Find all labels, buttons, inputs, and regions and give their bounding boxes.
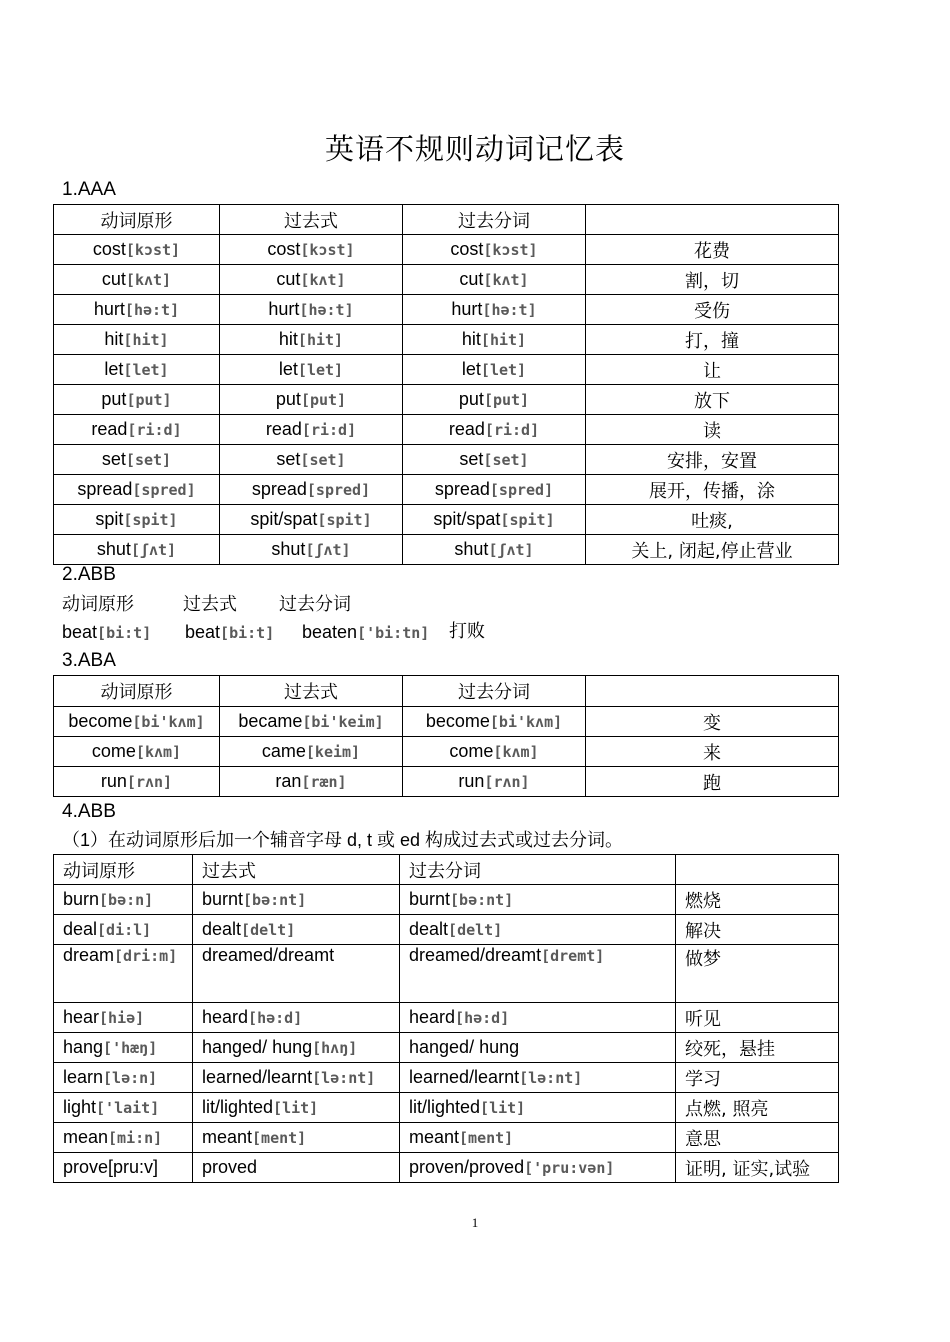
table-row — [54, 235, 839, 265]
page-number: 1 — [471, 1215, 479, 1230]
phonetic: [hit] — [123, 331, 169, 349]
phonetic: [bə:n] — [99, 891, 154, 909]
table-row — [54, 445, 839, 475]
past-participle-cell — [400, 915, 676, 945]
phonetic: [keim] — [305, 743, 361, 761]
verb-word: set — [459, 449, 484, 469]
phonetic: [hə:d] — [248, 1009, 303, 1027]
past-participle-cell — [403, 415, 586, 445]
past-tense-cell — [193, 1063, 400, 1093]
phonetic: [ment] — [252, 1129, 307, 1147]
phonetic: [kʌt] — [483, 271, 529, 289]
phonetic: ['pru:vən] — [524, 1159, 615, 1177]
phonetic: [lə:nt] — [312, 1069, 376, 1087]
verb-word: heard — [202, 1007, 249, 1027]
phonetic: ['hæŋ] — [103, 1039, 158, 1057]
meaning-cell: 证明, 证实,试验 — [676, 1153, 839, 1183]
base-form-cell — [54, 1153, 193, 1183]
past-tense-cell — [220, 235, 403, 265]
verb-word: cost — [267, 239, 301, 259]
column-header: 过去分词 — [403, 205, 586, 235]
table-header-row — [54, 855, 839, 885]
past-participle-cell — [400, 885, 676, 915]
phonetic: [bi'keim] — [302, 713, 384, 731]
table-header-row — [54, 205, 839, 235]
meaning-cell: 吐痰, — [586, 505, 839, 535]
verb-word: read — [265, 419, 302, 439]
meaning-cell: 割，切 — [586, 265, 839, 295]
verb-word: hurt — [93, 299, 125, 319]
past-participle-cell — [400, 1153, 676, 1183]
verb-word: run — [458, 771, 485, 791]
past-tense-cell — [220, 385, 403, 415]
aaa-verb-table — [53, 204, 839, 565]
base-form-cell — [54, 915, 193, 945]
phonetic: [lit] — [273, 1099, 319, 1117]
column-header: 动词原形 — [54, 855, 193, 885]
base-form-cell — [54, 535, 220, 565]
meaning-cell: 绞死，悬挂 — [676, 1033, 839, 1063]
column-header: 过去式 — [220, 205, 403, 235]
meaning-cell: 做梦 — [676, 945, 839, 1003]
phonetic: [kɔst] — [483, 241, 538, 259]
phonetic: [kʌt] — [300, 271, 346, 289]
meaning-cell: 安排，安置 — [586, 445, 839, 475]
abb1-example-past: beat[bi:t] — [185, 622, 275, 642]
phonetic: [bə:nt] — [243, 891, 307, 909]
past-tense-cell — [220, 535, 403, 565]
past-tense-cell — [220, 325, 403, 355]
meaning-cell: 学习 — [676, 1063, 839, 1093]
base-form-cell — [54, 1093, 193, 1123]
phonetic: [delt] — [241, 921, 296, 939]
verb-word: spit — [95, 509, 124, 529]
past-tense-cell — [220, 445, 403, 475]
phonetic: [dremt] — [541, 947, 605, 965]
meaning-cell: 解决 — [676, 915, 839, 945]
past-tense-cell — [220, 737, 403, 767]
abb1-example-participle: beaten['bi:tn] — [302, 622, 430, 642]
phonetic: ['lait] — [96, 1099, 160, 1117]
past-tense-cell — [193, 1153, 400, 1183]
verb-word: burnt — [202, 889, 244, 909]
phonetic: [set] — [300, 451, 346, 469]
column-header — [586, 676, 839, 707]
verb-word: set — [276, 449, 301, 469]
phonetic: [hit] — [480, 331, 527, 349]
base-form-cell — [54, 767, 220, 797]
verb-word: light — [63, 1097, 97, 1117]
phonetic: [kɔst] — [300, 241, 355, 259]
page-title: 英语不规则动词记忆表 — [324, 132, 625, 166]
verb-word: spit/spat — [250, 509, 318, 529]
meaning-cell: 放下 — [586, 385, 839, 415]
table-row — [54, 885, 839, 915]
base-form-cell — [54, 505, 220, 535]
table-row — [54, 295, 839, 325]
verb-word: set — [101, 449, 126, 469]
phonetic: [hit] — [297, 331, 344, 349]
past-tense-cell — [220, 475, 403, 505]
phonetic: [hə:t] — [482, 301, 537, 319]
past-tense-cell — [220, 707, 403, 737]
verb-word: come — [449, 741, 494, 761]
verb-word: shut — [271, 539, 306, 559]
verb-word: become — [425, 711, 490, 731]
table-row — [54, 1093, 839, 1123]
verb-word: dreamed/dreamt — [202, 945, 335, 965]
past-tense-cell — [193, 945, 400, 1003]
past-participle-cell — [400, 1063, 676, 1093]
phonetic: [mi:n] — [108, 1129, 163, 1147]
table-row — [54, 385, 839, 415]
phonetic: [ʃʌt] — [488, 541, 534, 559]
past-participle-cell — [400, 1033, 676, 1063]
verb-word: came — [261, 741, 306, 761]
verb-word: cut — [101, 269, 126, 289]
table-row — [54, 325, 839, 355]
abb1-header-past: 过去式 — [183, 594, 237, 614]
base-form-cell — [54, 355, 220, 385]
past-participle-cell — [403, 325, 586, 355]
past-tense-cell — [193, 1033, 400, 1063]
verb-word: dealt — [202, 919, 242, 939]
phonetic: [ʃʌt] — [130, 541, 177, 559]
verb-word: dreamed/dreamt — [409, 945, 542, 965]
phonetic: [bə:nt] — [450, 891, 514, 909]
past-participle-cell — [403, 235, 586, 265]
verb-word: come — [91, 741, 136, 761]
table-row — [54, 1033, 839, 1063]
past-participle-cell — [403, 475, 586, 505]
phonetic: [rʌn] — [484, 773, 530, 791]
verb-word: lit/lighted — [409, 1097, 481, 1117]
meaning-cell: 关上, 闭起,停止营业 — [586, 535, 839, 565]
phonetic: [kɔst] — [125, 241, 181, 259]
column-header: 过去分词 — [403, 676, 586, 707]
phonetic: [di:l] — [97, 921, 152, 939]
past-participle-cell — [400, 945, 676, 1003]
verb-word: read — [448, 419, 485, 439]
meaning-cell: 跑 — [586, 767, 839, 797]
phonetic: [ment] — [459, 1129, 514, 1147]
table-row — [54, 915, 839, 945]
verb-word: proven/proved — [409, 1157, 525, 1177]
base-form-cell — [54, 295, 220, 325]
past-tense-cell — [193, 1093, 400, 1123]
table-row — [54, 535, 839, 565]
verb-word: hit — [104, 329, 124, 349]
meaning-cell: 让 — [586, 355, 839, 385]
phonetic: [put] — [483, 391, 530, 409]
column-header: 过去分词 — [400, 855, 676, 885]
past-tense-cell — [220, 355, 403, 385]
base-form-cell — [54, 235, 220, 265]
phonetic: [lə:n] — [103, 1069, 158, 1087]
phonetic: [spit] — [123, 511, 178, 529]
verb-word: deal — [63, 919, 98, 939]
phonetic: [spred] — [489, 481, 554, 499]
table-row — [54, 355, 839, 385]
past-participle-cell — [403, 505, 586, 535]
meaning-cell: 意思 — [676, 1123, 839, 1153]
verb-word: burn — [63, 889, 100, 909]
verb-word: hear — [63, 1007, 100, 1027]
table-row — [54, 1063, 839, 1093]
verb-word: put — [458, 389, 484, 409]
verb-word: meant — [202, 1127, 253, 1147]
past-participle-cell — [403, 355, 586, 385]
base-form-cell — [54, 445, 220, 475]
phonetic: [hə:t] — [299, 301, 354, 319]
verb-word: mean — [63, 1127, 109, 1147]
past-participle-cell — [403, 295, 586, 325]
verb-word: heard — [409, 1007, 456, 1027]
phonetic: [set] — [483, 451, 529, 469]
base-form-cell — [54, 1123, 193, 1153]
meaning-cell: 点燃, 照亮 — [676, 1093, 839, 1123]
verb-word: became — [238, 711, 303, 731]
past-participle-cell — [400, 1003, 676, 1033]
verb-word: let — [104, 359, 124, 379]
verb-word: cut — [459, 269, 484, 289]
base-form-cell — [54, 325, 220, 355]
phonetic: [hə:t] — [124, 301, 180, 319]
past-tense-cell — [193, 885, 400, 915]
section-abb2-label: 4.ABB — [62, 801, 116, 822]
table-row — [54, 945, 839, 1003]
base-form-cell — [54, 737, 220, 767]
base-form-cell — [54, 885, 193, 915]
abb-suffix-verb-table — [53, 854, 839, 1183]
verb-word: spit/spat — [433, 509, 501, 529]
phonetic: [ʃʌt] — [305, 541, 351, 559]
phonetic: [kʌm] — [135, 743, 182, 761]
phonetic: [let] — [123, 361, 169, 379]
past-participle-cell — [403, 445, 586, 475]
table-row — [54, 505, 839, 535]
phonetic: [lit] — [480, 1099, 526, 1117]
base-form-cell — [54, 475, 220, 505]
verb-word: hurt — [268, 299, 300, 319]
base-form-cell — [54, 385, 220, 415]
base-form-cell — [54, 1063, 193, 1093]
column-header: 过去式 — [193, 855, 400, 885]
verb-word: become — [68, 711, 133, 731]
table-row — [54, 707, 839, 737]
phonetic: [bi'kʌm] — [489, 713, 563, 731]
verb-word: prove[pru:v] — [63, 1157, 159, 1177]
verb-word: spread — [251, 479, 307, 499]
phonetic: [ræn] — [301, 773, 347, 791]
meaning-cell: 燃烧 — [676, 885, 839, 915]
verb-word: meant — [409, 1127, 460, 1147]
phonetic: [set] — [125, 451, 172, 469]
column-header — [676, 855, 839, 885]
past-participle-cell — [403, 737, 586, 767]
meaning-cell: 听见 — [676, 1003, 839, 1033]
verb-word: hit — [461, 329, 481, 349]
phonetic: [lə:nt] — [519, 1069, 583, 1087]
meaning-cell: 变 — [586, 707, 839, 737]
column-header: 动词原形 — [54, 205, 220, 235]
verb-word: hanged/ hung — [409, 1037, 520, 1057]
base-form-cell — [54, 707, 220, 737]
verb-word: hang — [63, 1037, 104, 1057]
past-participle-cell — [403, 535, 586, 565]
verb-word: spread — [434, 479, 490, 499]
phonetic: [ri:d] — [301, 421, 357, 439]
meaning-cell: 来 — [586, 737, 839, 767]
past-tense-cell — [220, 415, 403, 445]
abb2-rule-note: （1）在动词原形后加一个辅音字母 d, t 或 ed 构成过去式或过去分词。 — [62, 830, 624, 850]
section-abb1-label: 2.ABB — [62, 564, 116, 585]
base-form-cell — [54, 265, 220, 295]
phonetic: [spit] — [317, 511, 372, 529]
phonetic: [put] — [300, 391, 347, 409]
table-row — [54, 1003, 839, 1033]
abb1-example-meaning: 打败 — [449, 621, 485, 642]
base-form-cell — [54, 1003, 193, 1033]
verb-word: run — [100, 771, 127, 791]
verb-word: proved — [202, 1157, 258, 1177]
phonetic: [delt] — [448, 921, 503, 939]
verb-word: lit/lighted — [202, 1097, 274, 1117]
abb1-header-participle: 过去分词 — [279, 594, 351, 614]
past-tense-cell — [220, 295, 403, 325]
verb-word: spread — [77, 479, 133, 499]
past-participle-cell — [400, 1123, 676, 1153]
past-tense-cell — [193, 1123, 400, 1153]
verb-word: learned/learnt — [202, 1067, 313, 1087]
meaning-cell: 打，撞 — [586, 325, 839, 355]
section-aba-label: 3.ABA — [62, 650, 116, 671]
verb-word: burnt — [409, 889, 451, 909]
meaning-cell: 花费 — [586, 235, 839, 265]
phonetic: [rʌn] — [126, 773, 173, 791]
verb-word: ran — [275, 771, 302, 791]
verb-word: dealt — [409, 919, 449, 939]
phonetic: [dri:m] — [114, 947, 178, 965]
verb-word: shut — [96, 539, 131, 559]
table-row — [54, 737, 839, 767]
phonetic: [kʌm] — [493, 743, 539, 761]
aba-verb-table — [53, 675, 839, 797]
past-participle-cell — [403, 385, 586, 415]
phonetic: [ri:d] — [127, 421, 182, 439]
verb-word: cost — [450, 239, 484, 259]
verb-word: cut — [276, 269, 301, 289]
past-tense-cell — [220, 505, 403, 535]
table-header-row — [54, 676, 839, 707]
past-tense-cell — [193, 1003, 400, 1033]
column-header: 动词原形 — [54, 676, 220, 707]
verb-word: let — [278, 359, 298, 379]
past-participle-cell — [403, 265, 586, 295]
section-aaa-label: 1.AAA — [62, 179, 116, 200]
phonetic: [hiə] — [99, 1009, 145, 1027]
verb-word: hanged/ hung — [202, 1037, 313, 1057]
phonetic: [let] — [297, 361, 344, 379]
past-participle-cell — [403, 707, 586, 737]
base-form-cell — [54, 945, 193, 1003]
verb-word: hurt — [451, 299, 483, 319]
phonetic: [spred] — [306, 481, 371, 499]
phonetic: [spred] — [132, 481, 196, 499]
verb-word: learned/learnt — [409, 1067, 520, 1087]
meaning-cell: 展开，传播，涂 — [586, 475, 839, 505]
verb-word: learn — [63, 1067, 104, 1087]
past-tense-cell — [220, 767, 403, 797]
abb1-header-base: 动词原形 — [62, 594, 134, 614]
table-row — [54, 767, 839, 797]
verb-word: read — [91, 419, 128, 439]
phonetic: [hʌŋ] — [312, 1039, 358, 1057]
phonetic: [kʌt] — [125, 271, 172, 289]
verb-word: dream — [63, 945, 115, 965]
column-header — [586, 205, 839, 235]
past-participle-cell — [403, 767, 586, 797]
verb-word: put — [275, 389, 301, 409]
table-row — [54, 1153, 839, 1183]
phonetic: [ri:d] — [484, 421, 540, 439]
past-tense-cell — [193, 915, 400, 945]
verb-word: put — [101, 389, 127, 409]
table-row — [54, 265, 839, 295]
base-form-cell — [54, 1033, 193, 1063]
meaning-cell: 受伤 — [586, 295, 839, 325]
verb-word: shut — [454, 539, 489, 559]
table-row — [54, 1123, 839, 1153]
table-row — [54, 415, 839, 445]
base-form-cell — [54, 415, 220, 445]
verb-word: cost — [92, 239, 126, 259]
phonetic: [let] — [480, 361, 527, 379]
table-row — [54, 475, 839, 505]
phonetic: [put] — [126, 391, 172, 409]
verb-word: hit — [278, 329, 298, 349]
abb1-example-base: beat[bi:t] — [62, 622, 152, 642]
column-header: 过去式 — [220, 676, 403, 707]
phonetic: [spit] — [500, 511, 555, 529]
past-participle-cell — [400, 1093, 676, 1123]
verb-word: let — [461, 359, 481, 379]
past-tense-cell — [220, 265, 403, 295]
phonetic: [hə:d] — [455, 1009, 510, 1027]
phonetic: [bi'kʌm] — [132, 713, 205, 731]
meaning-cell: 读 — [586, 415, 839, 445]
